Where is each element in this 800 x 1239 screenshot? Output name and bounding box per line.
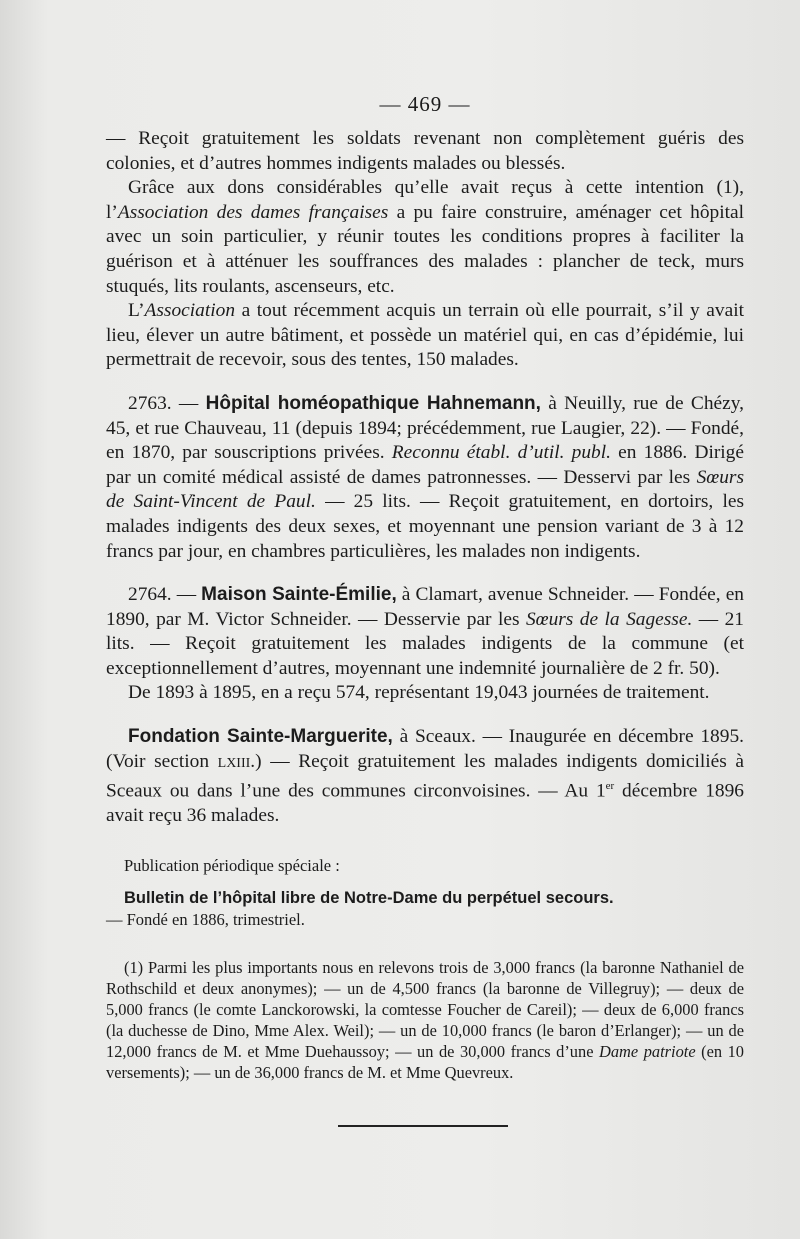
- intro-paragraph-3: L’Association a tout récemment acquis un terrain où elle pourrait, s’il y avait lieu, élever un autre bâtiment, et possède un matériel qui, en cas d’épidémie, lui permettrait de recevoir, sous des tentes, 150 malades.: [106, 300, 744, 371]
- bulletin-details: — Fondé en 1886, trimestriel.: [106, 909, 305, 929]
- page-content: [106, 92, 744, 1127]
- footnote: (1) Parmi les plus importants nous en relevons trois de 3,000 francs (la baronne Nathaniel de Rothschild et deux anonymes); — un de 4,500 francs (la baronne de Villegruy); — deux de 5,000 francs (le comte Lanckorowski, la comtesse Foucher de Careil); — deux de 6,000 francs (la duchesse de Dino, Mme Alex. Weil); — un de 10,000 francs (le baron d’Erlanger); — un de 12,000 francs de M. et Mme Duehaussoy; — un de 30,000 francs d’une Dame patriote (en 10 versements); — un de 36,000 francs de M. et Mme Quevreux.: [106, 957, 745, 1082]
- publication-label: Publication périodique spéciale :: [124, 855, 340, 875]
- entry-2764-paragraph-2: De 1893 à 1895, en a reçu 574, représentant 19,043 journées de traitement.: [128, 682, 710, 704]
- entry-2764-title: Maison Sainte-Émilie,: [201, 584, 397, 606]
- fondation-entry: Fondation Sainte-Marguerite, à Sceaux. — Inaugurée en décembre 1895. (Voir section lxiii.) — Reçoit gratuitement les malades indigents domiciliés à Sceaux ou dans l’une des communes circonvoisines. — Au 1er décembre 1896 avait reçu 36 malades.: [106, 726, 744, 827]
- entry-2763: 2763. — Hôpital homéopathique Hahnemann, à Neuilly, rue de Chézy, 45, et rue Chauveau, 11 (depuis 1894; précédemment, rue Laugier, 22). — Fondé, en 1870, par souscriptions privées. Reconnu établ. d’util. publ. en 1886. Dirigé par un comité médical assisté de dames patronnesses. — Desservi par les Sœurs de Saint-Vincent de Paul. — 25 lits. — Reçoit gratuitement, en dortoirs, les malades indigents des deux sexes, et moyennant une pension variant de 3 à 12 francs par jour, en chambres particulières, les malades non indigents.: [106, 392, 745, 562]
- intro-paragraph-1: — Reçoit gratuitement les soldats revenant non complètement guéris des colonies, et d’autres hommes indigents malades ou blessés.: [106, 128, 744, 174]
- entry-2764: 2764. — Maison Sainte-Émilie, à Clamart, avenue Schneider. — Fondée, en 1890, par M. Victor Schneider. — Desservie par les Sœurs de la Sagesse. — 21 lits. — Reçoit gratuitement les malades indigents de la commune (et exceptionnellement d’autres, moyennant une indemnité journalière de 2 fr. 50).: [106, 584, 744, 679]
- bottom-rule: [338, 1125, 508, 1127]
- fondation-title: Fondation Sainte-Marguerite,: [128, 726, 393, 748]
- bulletin-title: Bulletin de l’hôpital libre de Notre-Dame du perpétuel secours.: [124, 888, 614, 907]
- entry-2763-title: Hôpital homéopathique Hahnemann,: [205, 392, 541, 414]
- page-number: — 469 —: [379, 92, 471, 116]
- intro-paragraph-2: Grâce aux dons considérables qu’elle avait reçus à cette intention (1), l’Association des dames françaises a pu faire construire, aménager cet hôpital avec un soin particulier, y réunir toutes les conditions propres à faciliter la guérison et à atténuer les souffrances des malades : plancher de teck, murs stuqués, lits roulants, ascenseurs, etc.: [106, 177, 745, 297]
